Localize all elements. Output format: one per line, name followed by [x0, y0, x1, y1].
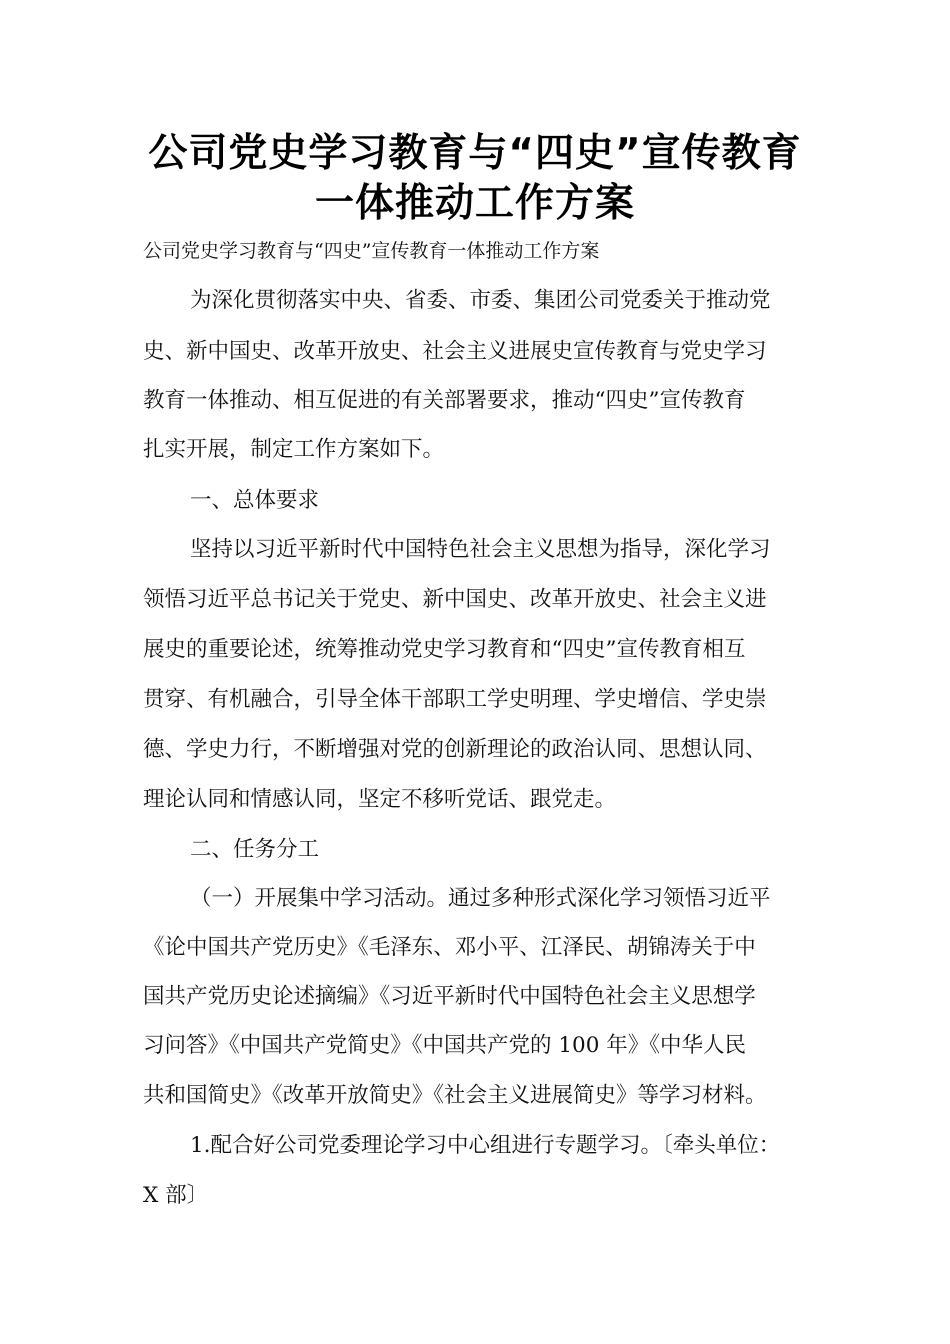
document-subtitle: 公司党史学习教育与“四史”宣传教育一体推动工作方案 — [143, 240, 600, 262]
document-title-line-1: 公司党史学习教育与“四史”宣传教育 — [148, 131, 802, 176]
paragraph-line: 展史的重要论述，统筹推动党史学习教育和“四史”宣传教育相互 — [143, 637, 746, 662]
section-heading: 一、总体要求 — [190, 488, 320, 513]
paragraph-line: 坚持以习近平新时代中国特色社会主义思想为指导，深化学习 — [190, 537, 771, 562]
section-heading: 二、任务分工 — [190, 837, 320, 862]
paragraph-line: 德、学史力行，不断增强对党的创新理论的政治认同、思想认同、 — [143, 737, 767, 762]
paragraph-line: 习问答》《中国共产党简史》《中国共产党的 100 年》《中华人民 — [143, 1033, 746, 1058]
paragraph-line: 为深化贯彻落实中央、省委、市委、集团公司党委关于推动党 — [190, 288, 771, 313]
paragraph-line: 《论中国共产党历史》《毛泽东、邓小平、江泽民、胡锦涛关于中 — [143, 935, 756, 960]
list-item-line: 1.配合好公司党委理论学习中心组进行专题学习。〔牵头单位： — [190, 1133, 781, 1158]
paragraph-line: 领悟习近平总书记关于党史、新中国史、改革开放史、社会主义进 — [143, 587, 767, 612]
paragraph-line: 国共产党历史论述摘编》《习近平新时代中国特色社会主义思想学 — [143, 984, 756, 1009]
document-title-line-2: 一体推动工作方案 — [314, 181, 635, 226]
paragraph-line: 教育一体推动、相互促进的有关部署要求，推动“四史”宣传教育 — [143, 388, 746, 413]
paragraph-line: 扎实开展，制定工作方案如下。 — [143, 437, 445, 462]
paragraph-line: 史、新中国史、改革开放史、社会主义进展史宣传教育与党史学习 — [143, 339, 767, 364]
list-item-line: X 部〕 — [143, 1183, 209, 1208]
paragraph-line: 贯穿、有机融合，引导全体干部职工学史明理、学史增信、学史崇 — [143, 687, 767, 712]
paragraph-line: （一）开展集中学习活动。通过多种形式深化学习领悟习近平 — [190, 886, 771, 911]
paragraph-line: 理论认同和情感认同，坚定不移听党话、跟党走。 — [143, 787, 617, 812]
paragraph-line: 共和国简史》《改革开放简史》《社会主义进展简史》等学习材料。 — [143, 1083, 767, 1108]
